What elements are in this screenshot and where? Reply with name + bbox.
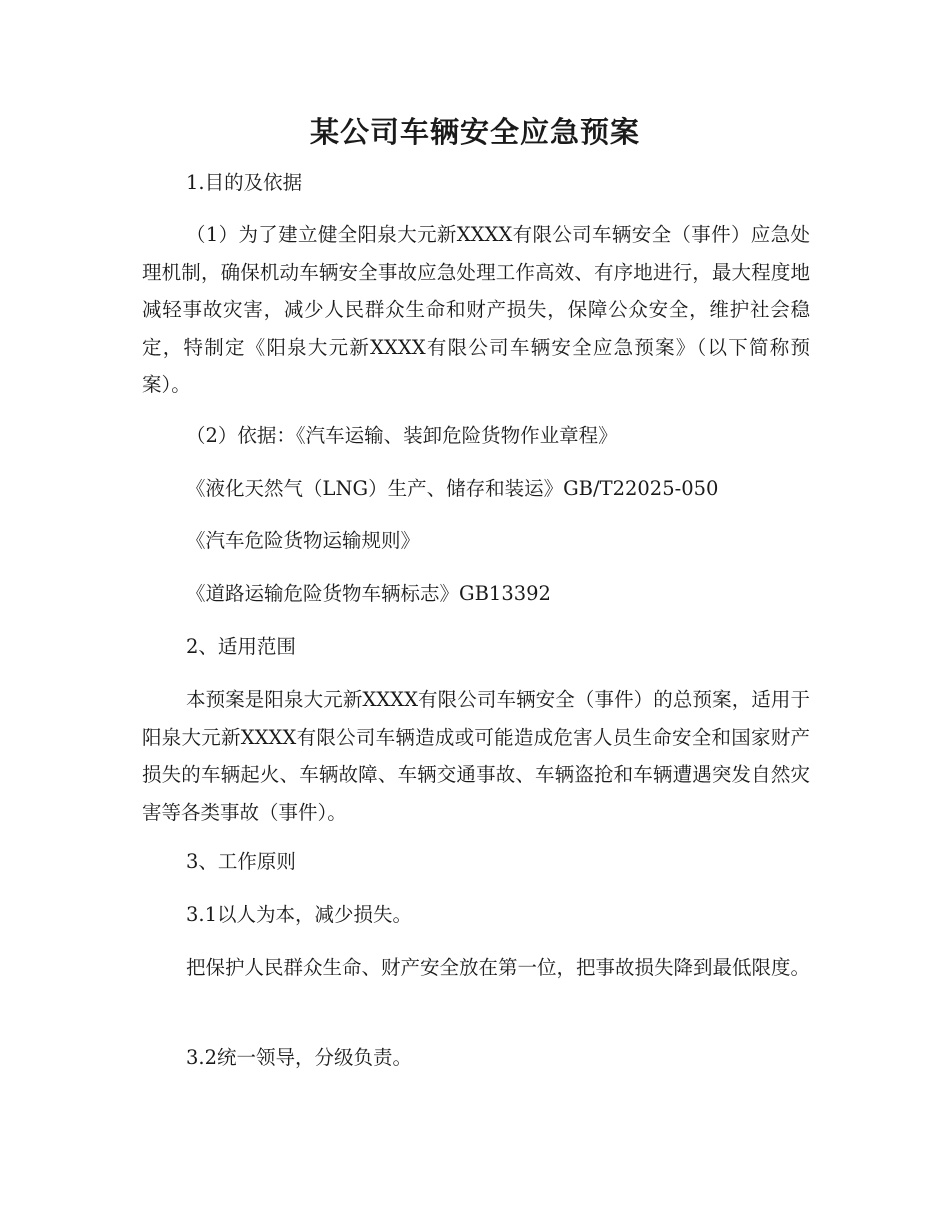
paragraph-people-first: 把保护人民群众生命、财产安全放在第一位，把事故损失降到最低限度。	[186, 956, 811, 979]
subheading-people-first: 3.1以人为本，减少损失。	[186, 903, 413, 926]
section-heading-principles: 3、工作原则	[186, 850, 296, 873]
paragraph-scope: 本预案是阳泉大元新XXXX有限公司车辆安全（事件）的总预案，适用于阳泉大元新XXXX有限公司车辆造成或可能造成危害人员生命安全和国家财产损失的车辆起火、车辆故障、车辆交通事故、车辆盗抢和车辆遭遇突发自然灾害等各类事故（事件）。	[142, 688, 810, 824]
reference-vehicle-marking: 《道路运输危险货物车辆标志》GB13392	[186, 582, 551, 605]
document-title: 某公司车辆安全应急预案	[309, 115, 640, 149]
subheading-unified-leadership: 3.2统一领导，分级负责。	[186, 1046, 413, 1069]
paragraph-basis: （2）依据：《汽车运输、装卸危险货物作业章程》	[186, 424, 618, 447]
section-heading-scope: 2、适用范围	[186, 635, 296, 658]
reference-transport-rules: 《汽车危险货物运输规则》	[186, 529, 421, 552]
reference-lng-standard: 《液化天然气（LNG）生产、储存和装运》GB/T22025-050	[186, 477, 719, 500]
paragraph-purpose: （1）为了建立健全阳泉大元新XXXX有限公司车辆安全（事件）应急处理机制，确保机动车辆安全事故应急处理工作高效、有序地进行，最大程度地减轻事故灾害，减少人民群众生命和财产损失，保障公众安全，维护社会稳定，特制定《阳泉大元新XXXX有限公司车辆安全应急预案》（以下简称预案）。	[142, 223, 810, 396]
section-heading-purpose: 1.目的及依据	[186, 171, 303, 194]
